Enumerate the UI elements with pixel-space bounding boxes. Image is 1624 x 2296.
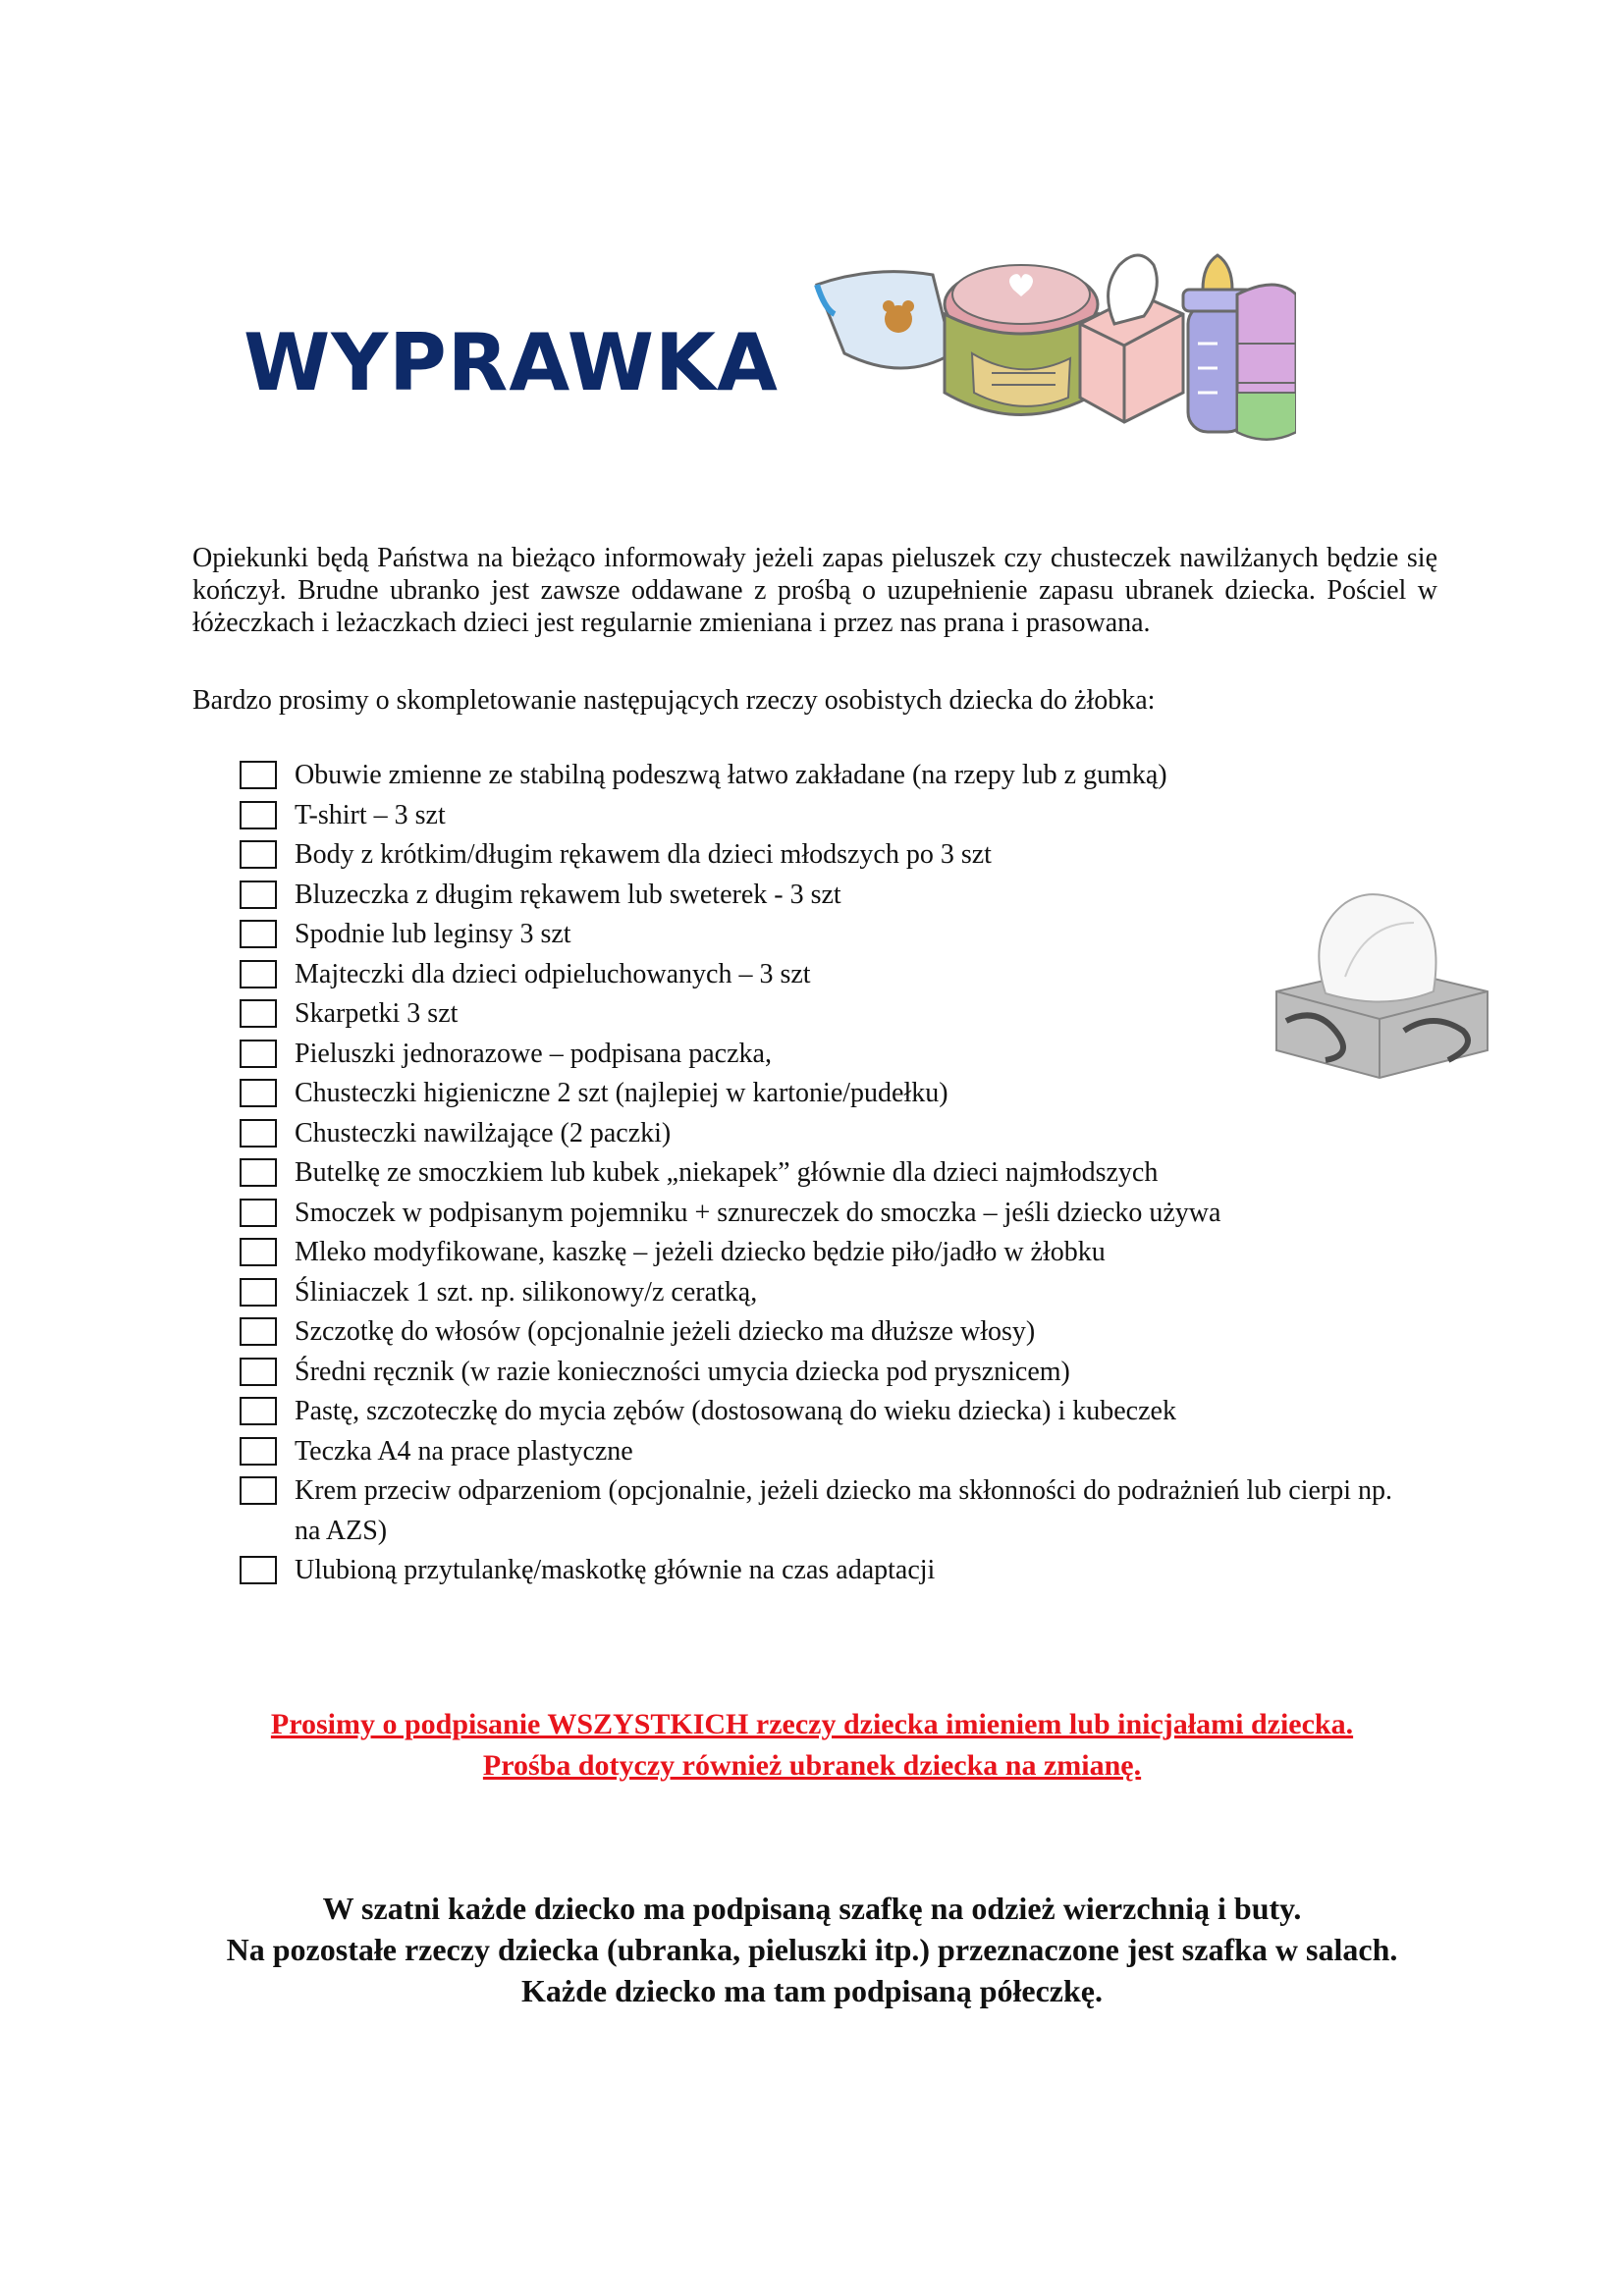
checkbox[interactable] <box>240 761 277 789</box>
checkbox[interactable] <box>240 1199 277 1227</box>
checklist-item <box>240 955 1418 995</box>
checkbox[interactable] <box>240 801 277 829</box>
footer-line: W szatni każde dziecko ma podpisaną szafkę na odzież wierzchnią i buty. <box>322 1891 1302 1926</box>
checklist-item <box>240 1551 1418 1591</box>
footer-line: Każde dziecko ma tam podpisaną półeczkę. <box>521 1973 1103 2008</box>
checklist-item <box>240 1353 1418 1393</box>
checklist-item-label: Skarpetki 3 szt <box>295 998 459 1029</box>
checklist-item <box>240 1273 1418 1313</box>
checklist-item <box>240 1114 1418 1154</box>
checkbox[interactable] <box>240 1397 277 1425</box>
checklist-item-label: Krem przeciw odparzeniom (opcjonalnie, jeżeli dziecko ma skłonności do podrażnień lub cierpi np. na AZS) <box>295 1475 1393 1546</box>
checklist-item <box>240 876 1418 916</box>
checklist-item-label: Spodnie lub leginsy 3 szt <box>295 919 571 949</box>
cream-jar-icon <box>945 265 1098 415</box>
checkbox[interactable] <box>240 881 277 909</box>
checkbox[interactable] <box>240 1040 277 1068</box>
checklist-item-label: Śliniaczek 1 szt. np. silikonowy/z ceratką, <box>295 1276 758 1308</box>
footer-line: Na pozostałe rzeczy dziecka (ubranka, pieluszki itp.) przeznaczone jest szafka w salach. <box>226 1932 1398 1967</box>
checklist-item <box>240 1035 1418 1075</box>
checkbox[interactable] <box>240 1238 277 1266</box>
notice-line: Prosimy o podpisanie WSZYSTKICH rzeczy dziecka imieniem lub inicjałami dziecka. <box>270 1708 1354 1740</box>
checklist-item-label: Ulubioną przytulankę/maskotkę głównie na czas adaptacji <box>295 1555 936 1585</box>
checkbox[interactable] <box>240 1119 277 1148</box>
checkbox[interactable] <box>240 1476 277 1505</box>
tissue-box-icon <box>1267 883 1494 1080</box>
checklist-item <box>240 835 1418 876</box>
checkbox[interactable] <box>240 1358 277 1386</box>
checklist-item-label: Chusteczki higieniczne 2 szt (najlepiej w kartonie/pudełku) <box>295 1078 948 1108</box>
checklist-item <box>240 1312 1418 1353</box>
checkbox[interactable] <box>240 920 277 948</box>
checklist-item <box>240 1074 1418 1114</box>
checkbox[interactable] <box>240 1437 277 1466</box>
checklist-item <box>240 915 1418 955</box>
checklist-item-label: Bluzeczka z długim rękawem lub sweterek - 3 szt <box>295 879 841 910</box>
checklist-item-label: Teczka A4 na prace plastyczne <box>295 1435 633 1467</box>
checklist-item <box>240 1392 1418 1432</box>
checkbox[interactable] <box>240 960 277 988</box>
tissue-pink-icon <box>1080 255 1183 422</box>
clothes-stack-icon <box>1237 285 1296 440</box>
checklist-item <box>240 1194 1418 1234</box>
checklist-item <box>240 796 1418 836</box>
checklist-item-label: Smoczek w podpisanym pojemniku + sznureczek do smoczka – jeśli dziecko używa <box>295 1197 1221 1228</box>
checklist-item-label: Szczotkę do włosów (opcjonalnie jeżeli dziecko ma dłuższe włosy) <box>295 1316 1036 1347</box>
checklist-item-label: Majteczki dla dzieci odpieluchowanych – 3 szt <box>295 958 811 989</box>
checklist-item <box>240 994 1418 1035</box>
checklist-item-label: Mleko modyfikowane, kaszkę – jeżeli dziecko będzie piło/jadło w żłobku <box>295 1237 1106 1267</box>
signing-notice <box>0 1704 1624 1787</box>
diaper-icon <box>817 272 952 368</box>
checklist-item-label: Średni ręcznik (w razie konieczności umycia dziecka pod prysznicem) <box>295 1356 1070 1387</box>
checklist-item-label: Obuwie zmienne ze stabilną podeszwą łatwo zakładane (na rzepy lub z gumką) <box>295 760 1167 790</box>
checklist-item-label: Pastę, szczoteczkę do mycia zębów (dostosowaną do wieku dziecka) i kubeczek <box>295 1396 1176 1426</box>
checklist-item-label: Body z krótkim/długim rękawem dla dzieci młodszych po 3 szt <box>295 839 992 870</box>
checklist-item <box>240 756 1418 796</box>
page-title: WYPRAWKA <box>244 317 779 408</box>
checklist-item <box>240 1432 1418 1472</box>
baby-supplies-illustration <box>805 236 1296 461</box>
intro-lead: Bardzo prosimy o skompletowanie następujących rzeczy osobistych dziecka do żłobka: <box>192 685 1156 716</box>
checkbox[interactable] <box>240 840 277 869</box>
notice-line: Prośba dotyczy również ubranek dziecka na zmianę. <box>482 1749 1142 1782</box>
checkbox[interactable] <box>240 1278 277 1307</box>
checkbox[interactable] <box>240 1317 277 1346</box>
checklist-item-label: T-shirt – 3 szt <box>295 799 446 830</box>
checkbox[interactable] <box>240 1158 277 1187</box>
checklist-item-label: Butelkę ze smoczkiem lub kubek „niekapek” głównie dla dzieci najmłodszych <box>295 1157 1159 1188</box>
checkbox[interactable] <box>240 1556 277 1584</box>
checklist-item <box>240 1153 1418 1194</box>
checklist-item <box>240 1471 1418 1551</box>
checklist-item <box>240 1233 1418 1273</box>
intro-paragraph: Opiekunki będą Państwa na bieżąco informowały jeżeli zapas pieluszek czy chusteczek nawilżanych będzie się kończył. Brudne ubranko jest zawsze oddawane z prośbą o uzupełnienie zapasu ubranek dziecka. Pościel w łóżeczkach i leżaczkach dzieci jest regularnie zmieniana i przez nas prana i prasowana. <box>192 543 1437 638</box>
checkbox[interactable] <box>240 1079 277 1107</box>
footer-info <box>0 1888 1624 2011</box>
checklist <box>240 756 1418 1591</box>
checklist-item-label: Chusteczki nawilżające (2 paczki) <box>295 1117 672 1148</box>
checkbox[interactable] <box>240 999 277 1028</box>
checklist-item-label: Pieluszki jednorazowe – podpisana paczka, <box>295 1038 772 1069</box>
